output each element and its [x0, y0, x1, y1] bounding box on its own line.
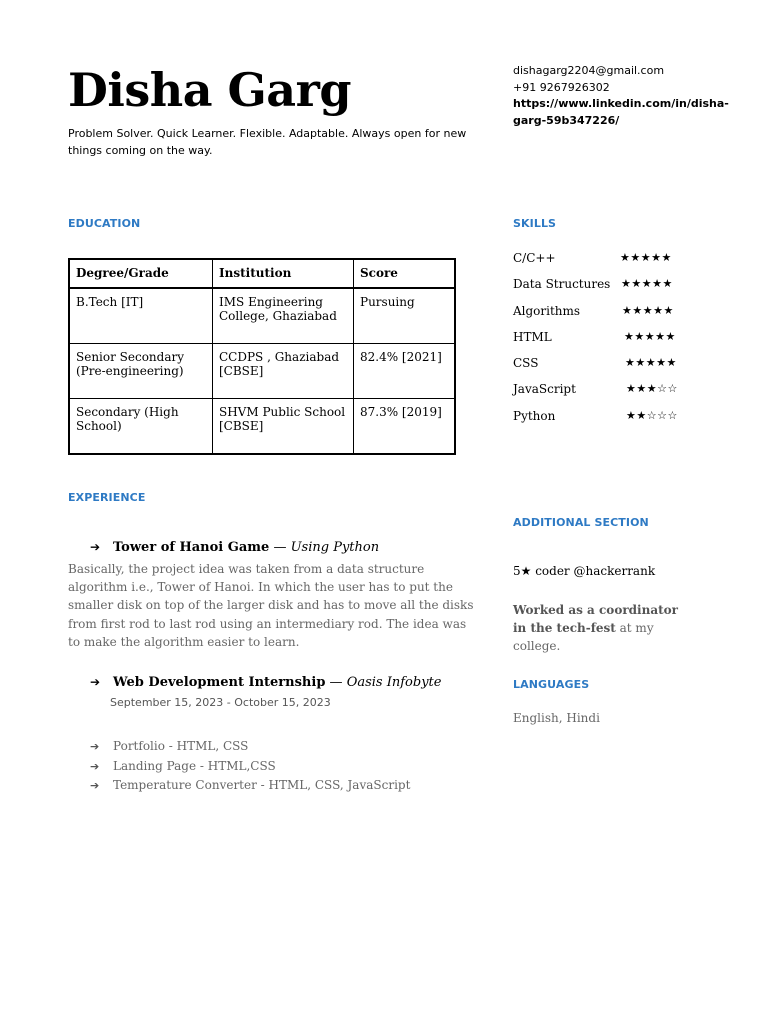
project-heading [90, 538, 379, 557]
skill-row [513, 380, 693, 406]
star-rating-icon: ★★★★★ [620, 251, 672, 264]
list-item [90, 757, 410, 777]
table-row [69, 288, 455, 344]
skill-row [513, 275, 693, 301]
list-item [90, 737, 410, 757]
phone-number: +91 9267926302 [513, 80, 610, 94]
star-rating-icon: ★★★★★ [625, 356, 677, 370]
skill-name: CSS [513, 356, 539, 371]
star-rating-icon: ★★★☆☆ [626, 382, 678, 396]
header-degree: Degree/Grade [69, 259, 213, 288]
languages-value: English, Hindi [513, 711, 600, 725]
skill-name: HTML [513, 329, 552, 344]
skills-heading: SKILLS [513, 217, 557, 230]
skill-name: Data Structures [513, 277, 611, 292]
arrow-right-icon: ➔ [90, 740, 100, 753]
title-separator: — [269, 540, 291, 555]
score-cell: 82.4% [2021] [354, 344, 456, 399]
tagline: Problem Solver. Quick Learner. Flexible. Adaptable. Always open for new things coming on the way. [68, 127, 467, 157]
degree-cell: Senior Secondary (Pre-engineering) [69, 344, 213, 399]
additional-heading: ADDITIONAL SECTION [513, 516, 649, 529]
internship-projects-list [90, 737, 410, 796]
header-score: Score [354, 259, 456, 288]
institution-cell: SHVM Public School [CBSE] [213, 399, 354, 455]
coordinator-achievement [513, 601, 683, 655]
table-header-row [69, 259, 455, 288]
list-item-label: Temperature Converter - HTML, CSS, JavaScript [113, 778, 411, 792]
skill-row [513, 249, 693, 275]
contact-block [513, 63, 729, 129]
arrow-right-icon: ➔ [90, 759, 100, 773]
header-institution: Institution [213, 259, 354, 288]
skill-row [513, 407, 693, 433]
arrow-right-icon: ➔ [90, 675, 101, 689]
hackerrank-achievement: 5★ coder @hackerrank [513, 564, 656, 578]
internship-title: Web Development Internship [113, 675, 326, 690]
skill-name: Python [513, 408, 556, 423]
list-item-label: Landing Page - HTML,CSS [113, 758, 276, 773]
experience-heading: EXPERIENCE [68, 491, 146, 504]
score-cell: 87.3% [2019] [354, 399, 456, 455]
coordinator-rest-text: at my college. [513, 621, 654, 653]
email-link[interactable]: dishagarg2204@gmail.com [513, 64, 665, 77]
skill-row [513, 354, 693, 380]
project-title: Tower of Hanoi Game [113, 540, 270, 555]
title-separator: — [325, 675, 347, 690]
institution-cell: CCDPS , Ghaziabad [CBSE] [213, 344, 354, 399]
skill-row [513, 328, 693, 354]
arrow-right-icon: ➔ [90, 540, 101, 554]
star-rating-icon: ★★★★★ [621, 277, 673, 291]
candidate-name: Disha Garg [68, 63, 352, 117]
table-row [69, 344, 455, 399]
star-rating-icon: ★★★★★ [622, 303, 674, 317]
star-rating-icon: ★★☆☆☆ [626, 408, 678, 422]
degree-cell: B.Tech [IT] [69, 288, 213, 344]
skill-name: JavaScript [513, 382, 576, 397]
coordinator-bold-text: Worked as a coordinator in the tech-fest [513, 603, 678, 635]
internship-heading [90, 673, 441, 692]
education-table [68, 258, 456, 455]
skill-row [513, 302, 693, 328]
internship-company: Oasis Infobyte [346, 675, 442, 690]
star-rating-icon: ★★★★★ [624, 329, 676, 343]
institution-cell: IMS Engineering College, Ghaziabad [213, 288, 354, 344]
linkedin-link[interactable]: https://www.linkedin.com/in/disha-garg-59b347226/ [513, 97, 729, 127]
project-description: Basically, the project idea was taken from a data structure algorithm i.e., Tower of Hanoi. In which the user has to put the smaller disk on top of the larger disk and has to move all the disks from first rod to last rod using an intermediary rod. The idea was to make the algorithm easier to learn. [68, 562, 474, 649]
education-heading: EDUCATION [68, 217, 141, 230]
table-row [69, 399, 455, 455]
internship-dates: September 15, 2023 - October 15, 2023 [110, 696, 331, 709]
score-cell: Pursuing [354, 288, 456, 344]
skills-list [513, 249, 693, 433]
languages-heading: LANGUAGES [513, 678, 590, 691]
skill-name: Algorithms [513, 303, 581, 318]
project-subtitle: Using Python [290, 540, 380, 555]
list-item [90, 776, 410, 796]
list-item-label: Portfolio - HTML, CSS [113, 739, 249, 753]
skill-name: C/C++ [513, 251, 556, 265]
arrow-right-icon: ➔ [90, 779, 100, 792]
degree-cell: Secondary (High School) [69, 399, 213, 455]
